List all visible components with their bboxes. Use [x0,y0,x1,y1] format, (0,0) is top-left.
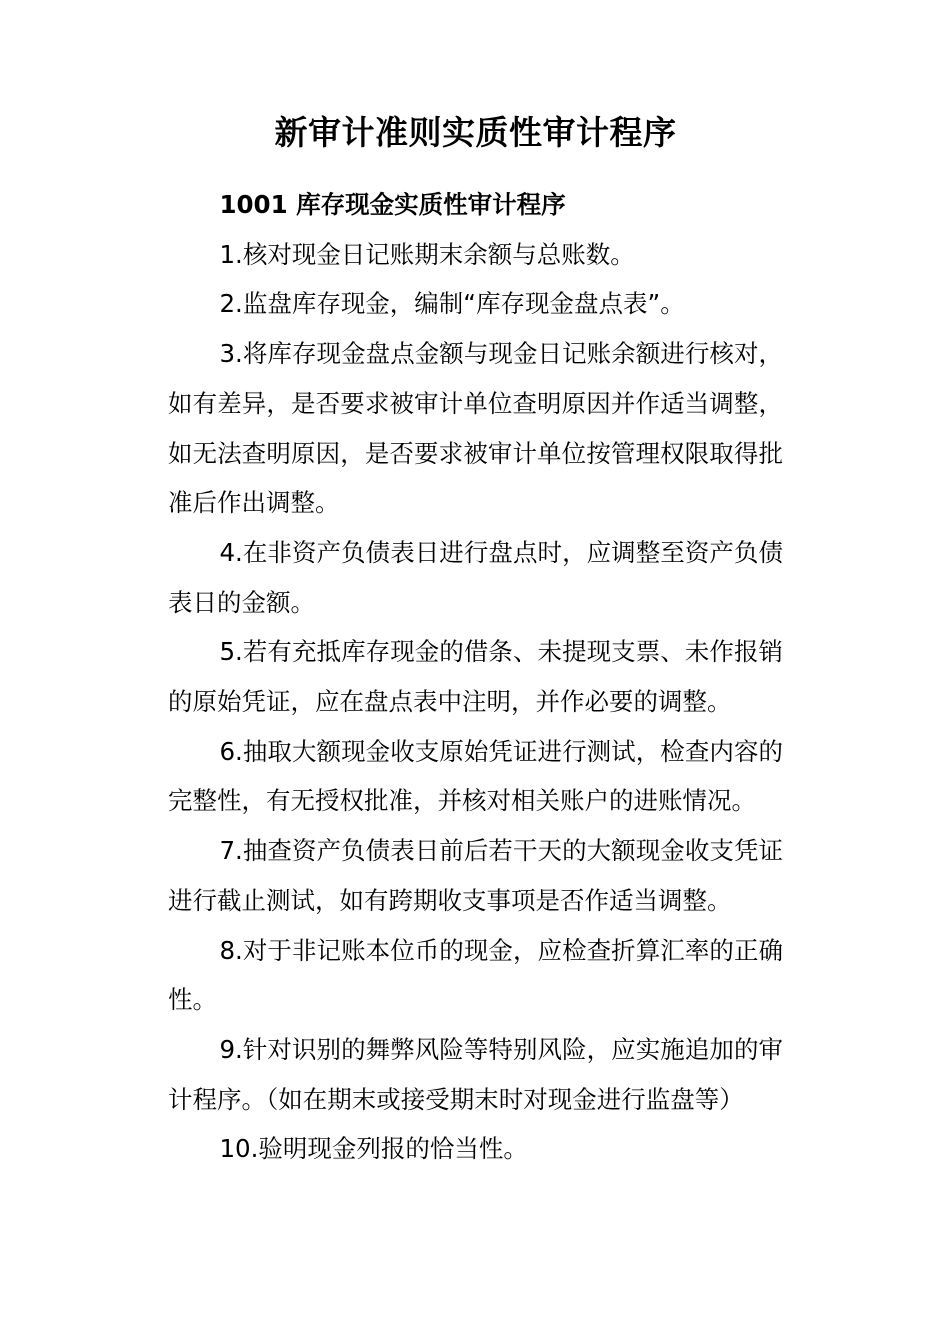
document-body [168,180,783,1174]
procedure-item-3: 3.将库存现金盘点金额与现金日记账余额进行核对，如有差异，是否要求被审计单位查明原因并作适当调整，如无法查明原因，是否要求被审计单位按管理权限取得批准后作出调整。 [168,339,783,518]
procedure-item-5: 5.若有充抵库存现金的借条、未提现支票、未作报销的原始凭证，应在盘点表中注明，并作必要的调整。 [168,637,783,717]
procedure-item-4: 4.在非资产负债表日进行盘点时，应调整至资产负债表日的金额。 [168,537,783,617]
document-title: 新审计准则实质性审计程序 [274,113,677,152]
section-heading: 1001 库存现金实质性审计程序 [219,190,566,219]
procedure-item-6: 6.抽取大额现金收支原始凭证进行测试，检查内容的完整性，有无授权批准，并核对相关账户的进账情况。 [168,736,783,816]
procedure-item-10: 10.验明现金列报的恰当性。 [219,1134,528,1164]
procedure-item-8: 8.对于非记账本位币的现金，应检查折算汇率的正确性。 [168,935,783,1015]
procedure-item-1: 1.核对现金日记账期末余额与总账数。 [219,239,635,269]
procedure-item-9: 9.针对识别的舞弊风险等特别风险，应实施追加的审计程序。（如在期末或接受期末时对现金进行监盘等） [168,1034,783,1114]
procedure-item-7: 7.抽查资产负债表日前后若干天的大额现金收支凭证进行截止测试，如有跨期收支事项是否作适当调整。 [168,836,783,915]
procedure-item-2: 2.监盘库存现金，编制“库存现金盘点表”。 [219,289,685,319]
